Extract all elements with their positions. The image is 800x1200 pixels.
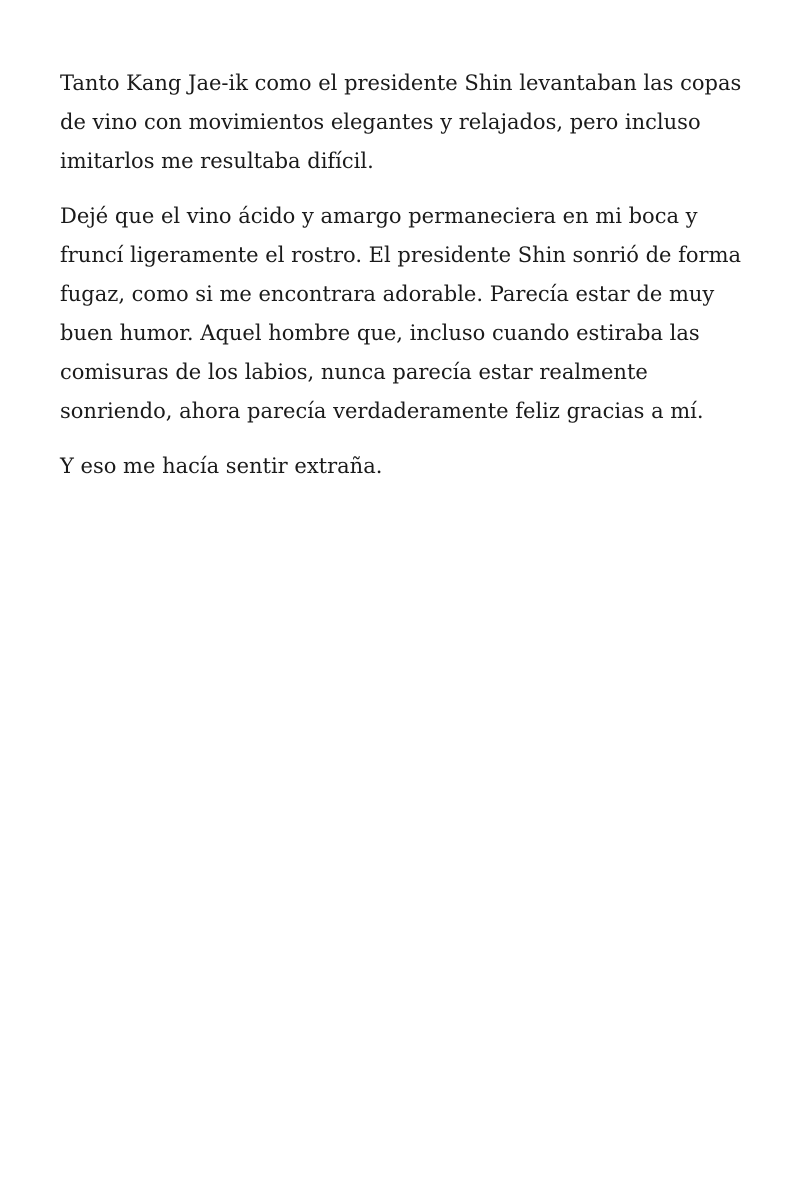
- paragraph-3: Y eso me hacía sentir extraña.: [60, 454, 383, 478]
- document-page: [60, 64, 750, 502]
- paragraph-2: Dejé que el vino ácido y amargo permaneciera en mi boca y fruncí ligeramente el rostro. El presidente Shin sonrió de forma fugaz, como si me encontrara adorable. Parecía estar de muy buen humor. Aquel hombre que, incluso cuando estiraba las comisuras de los labios, nunca parecía estar realmente sonriendo, ahora parecía verdaderamente feliz gracias a mí.: [60, 204, 742, 423]
- paragraph-1: Tanto Kang Jae-ik como el presidente Shin levantaban las copas de vino con movimientos elegantes y relajados, pero incluso imitarlos me resultaba difícil.: [60, 71, 742, 173]
